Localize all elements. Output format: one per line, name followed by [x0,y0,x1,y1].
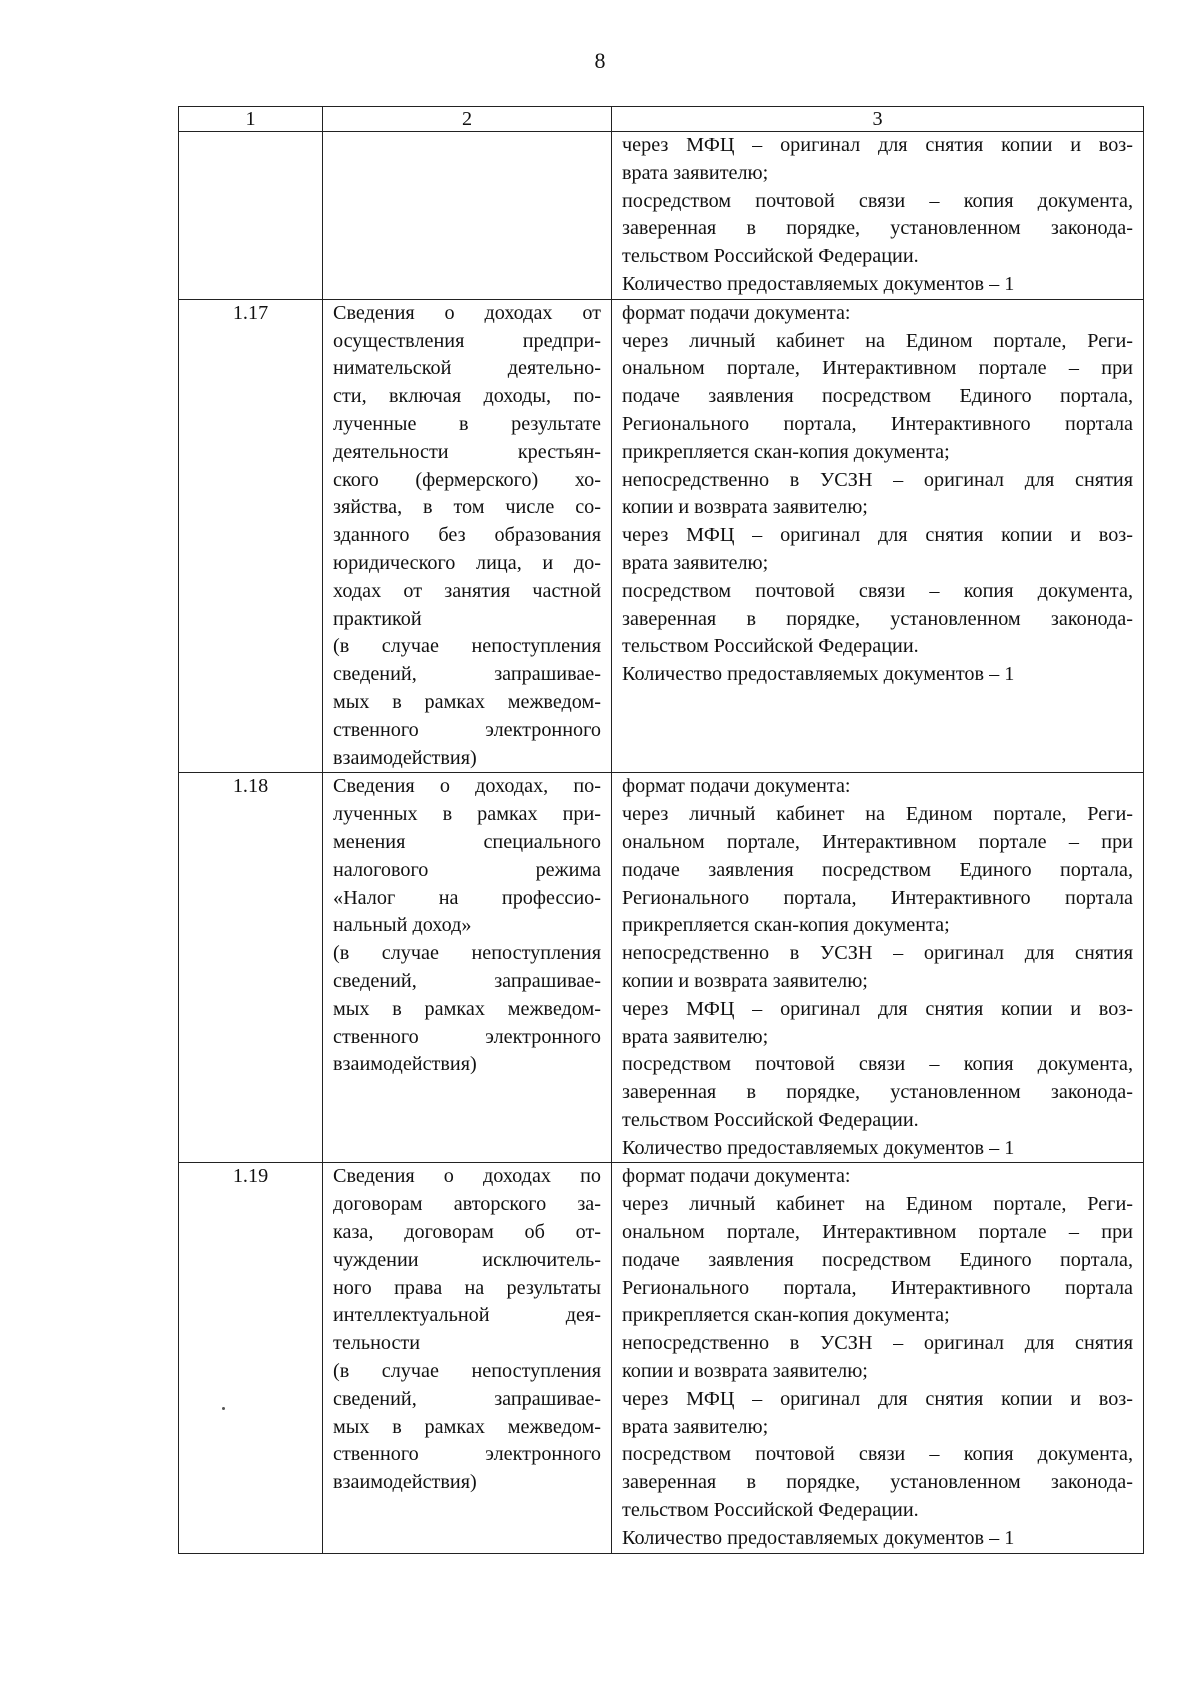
details-line: через личный кабинет на Едином портале, Реги- [622,803,1133,826]
description-line: мых в рамках межведом- [333,690,601,713]
description-line: договорам авторского за- [333,1193,601,1216]
details-line: заверенная в порядке, установленном законода- [622,1471,1133,1494]
row-description [323,299,612,773]
details-line: через МФЦ – оригинал для снятия копии и воз- [622,1387,1133,1410]
details-line: Количество предоставляемых документов – 1 [622,272,1015,295]
description-line: (в случае непоступления [333,942,601,965]
description-line: нальный доход» [333,914,472,937]
row-number: 1.17 [179,299,323,773]
details-line: Количество предоставляемых документов – 1 [622,663,1015,686]
description-line: каза, договорам об от- [333,1221,601,1244]
description-line: лученных в рамках при- [333,803,601,826]
details-line: тельством Российской Федерации. [622,635,919,658]
description-line: менения специального [333,830,601,853]
details-line: врата заявителю; [622,1025,769,1048]
column-header-1: 1 [179,107,323,132]
description-line: ского (фермерского) хо- [333,468,601,491]
details-line: Регионального портала, Интерактивного портала [622,886,1133,909]
description-line: нимательской деятельно- [333,357,601,380]
row-submission-details [612,299,1144,773]
table-header-row [179,107,1144,132]
details-line: посредством почтовой связи – копия документа, [622,1053,1133,1076]
column-header-3: 3 [612,107,1144,132]
details-line: прикрепляется скан-копия документа; [622,440,950,463]
details-line: Регионального портала, Интерактивного портала [622,1276,1133,1299]
description-line: (в случае непоступления [333,635,601,658]
description-line: ственного электронного [333,1025,601,1048]
details-line: через личный кабинет на Едином портале, Реги- [622,1193,1133,1216]
description-line: ного права на результаты [333,1276,601,1299]
details-line: формат подачи документа: [622,1165,851,1188]
details-line: через личный кабинет на Едином портале, Реги- [622,329,1133,352]
details-line: тельством Российской Федерации. [622,1108,919,1131]
details-line: копии и возврата заявителю; [622,969,868,992]
table-row [179,299,1144,773]
description-line: тельности [333,1332,421,1355]
details-line: формат подачи документа: [622,301,851,324]
description-line: практикой [333,607,422,630]
details-line: ональном портале, Интерактивном портале – при [622,357,1133,380]
table-row [179,773,1144,1163]
row-number: 1.18 [179,773,323,1163]
description-line: «Налог на профессио- [333,886,601,909]
scan-speck [222,1407,225,1410]
description-line: взаимодействия) [333,1053,477,1076]
details-line: копии и возврата заявителю; [622,496,868,519]
details-line: ональном портале, Интерактивном портале – при [622,1221,1133,1244]
details-line: ональном портале, Интерактивном портале – при [622,830,1133,853]
description-line: мых в рамках межведом- [333,997,601,1020]
row-submission-details [612,773,1144,1163]
table-row [179,132,1144,300]
details-line: через МФЦ – оригинал для снятия копии и воз- [622,997,1133,1020]
description-line: налогового режима [333,858,601,881]
details-line: подаче заявления посредством Единого портала, [622,858,1133,881]
details-line: через МФЦ – оригинал для снятия копии и воз- [622,134,1133,156]
details-line: врата заявителю; [622,161,769,184]
row-number [179,132,323,300]
details-line: Регионального портала, Интерактивного портала [622,412,1133,435]
description-line: юридического лица, и до- [333,551,601,574]
details-line: прикрепляется скан-копия документа; [622,914,950,937]
description-line: (в случае непоступления [333,1360,601,1383]
details-line: непосредственно в УСЗН – оригинал для снятия [622,468,1133,491]
description-line: зданного без образования [333,524,601,547]
details-line: тельством Российской Федерации. [622,245,919,268]
details-line: заверенная в порядке, установленном законода- [622,607,1133,630]
page-number: 8 [594,48,606,73]
description-line: интеллектуальной дея- [333,1304,601,1327]
description-line: лученные в результате [333,412,601,435]
description-line: ходах от занятия частной [333,579,601,602]
details-line: посредством почтовой связи – копия документа, [622,189,1133,212]
row-description [323,1163,612,1553]
details-line: Количество предоставляемых документов – 1 [622,1136,1015,1159]
details-line: прикрепляется скан-копия документа; [622,1304,950,1327]
details-line: заверенная в порядке, установленном законода- [622,1081,1133,1104]
description-line: осуществления предпри- [333,329,601,352]
description-line: сведений, запрашивае- [333,663,601,686]
details-line: врата заявителю; [622,1415,769,1438]
description-line: взаимодействия) [333,1471,477,1494]
documents-table [178,106,1144,1554]
description-line: Сведения о доходах по [333,1165,601,1188]
table-row [179,1163,1144,1553]
row-submission-details [612,132,1144,300]
description-line: сведений, запрашивае- [333,969,601,992]
description-line: Сведения о доходах, по- [333,775,601,798]
description-line: мых в рамках межведом- [333,1415,601,1438]
details-line: непосредственно в УСЗН – оригинал для снятия [622,1332,1133,1355]
details-line: копии и возврата заявителю; [622,1360,868,1383]
details-line: Количество предоставляемых документов – 1 [622,1526,1015,1549]
description-line: ственного электронного [333,1443,601,1466]
details-line: непосредственно в УСЗН – оригинал для снятия [622,942,1133,965]
row-submission-details [612,1163,1144,1553]
description-line: чуждении исключитель- [333,1248,601,1271]
details-line: подаче заявления посредством Единого портала, [622,385,1133,408]
description-line: Сведения о доходах от [333,301,601,324]
description-line: зяйства, в том числе со- [333,496,601,519]
details-line: через МФЦ – оригинал для снятия копии и воз- [622,524,1133,547]
description-line: сти, включая доходы, по- [333,385,601,408]
row-number: 1.19 [179,1163,323,1553]
details-line: посредством почтовой связи – копия документа, [622,579,1133,602]
column-header-2: 2 [323,107,612,132]
row-description [323,132,612,300]
description-line: ственного электронного [333,718,601,741]
description-line: сведений, запрашивае- [333,1387,601,1410]
details-line: заверенная в порядке, установленном законода- [622,217,1133,240]
description-line: деятельности крестьян- [333,440,601,463]
details-line: врата заявителю; [622,551,769,574]
details-line: подаче заявления посредством Единого портала, [622,1248,1133,1271]
row-description [323,773,612,1163]
description-line: взаимодействия) [333,746,477,769]
details-line: посредством почтовой связи – копия документа, [622,1443,1133,1466]
details-line: формат подачи документа: [622,775,851,798]
details-line: тельством Российской Федерации. [622,1499,919,1522]
